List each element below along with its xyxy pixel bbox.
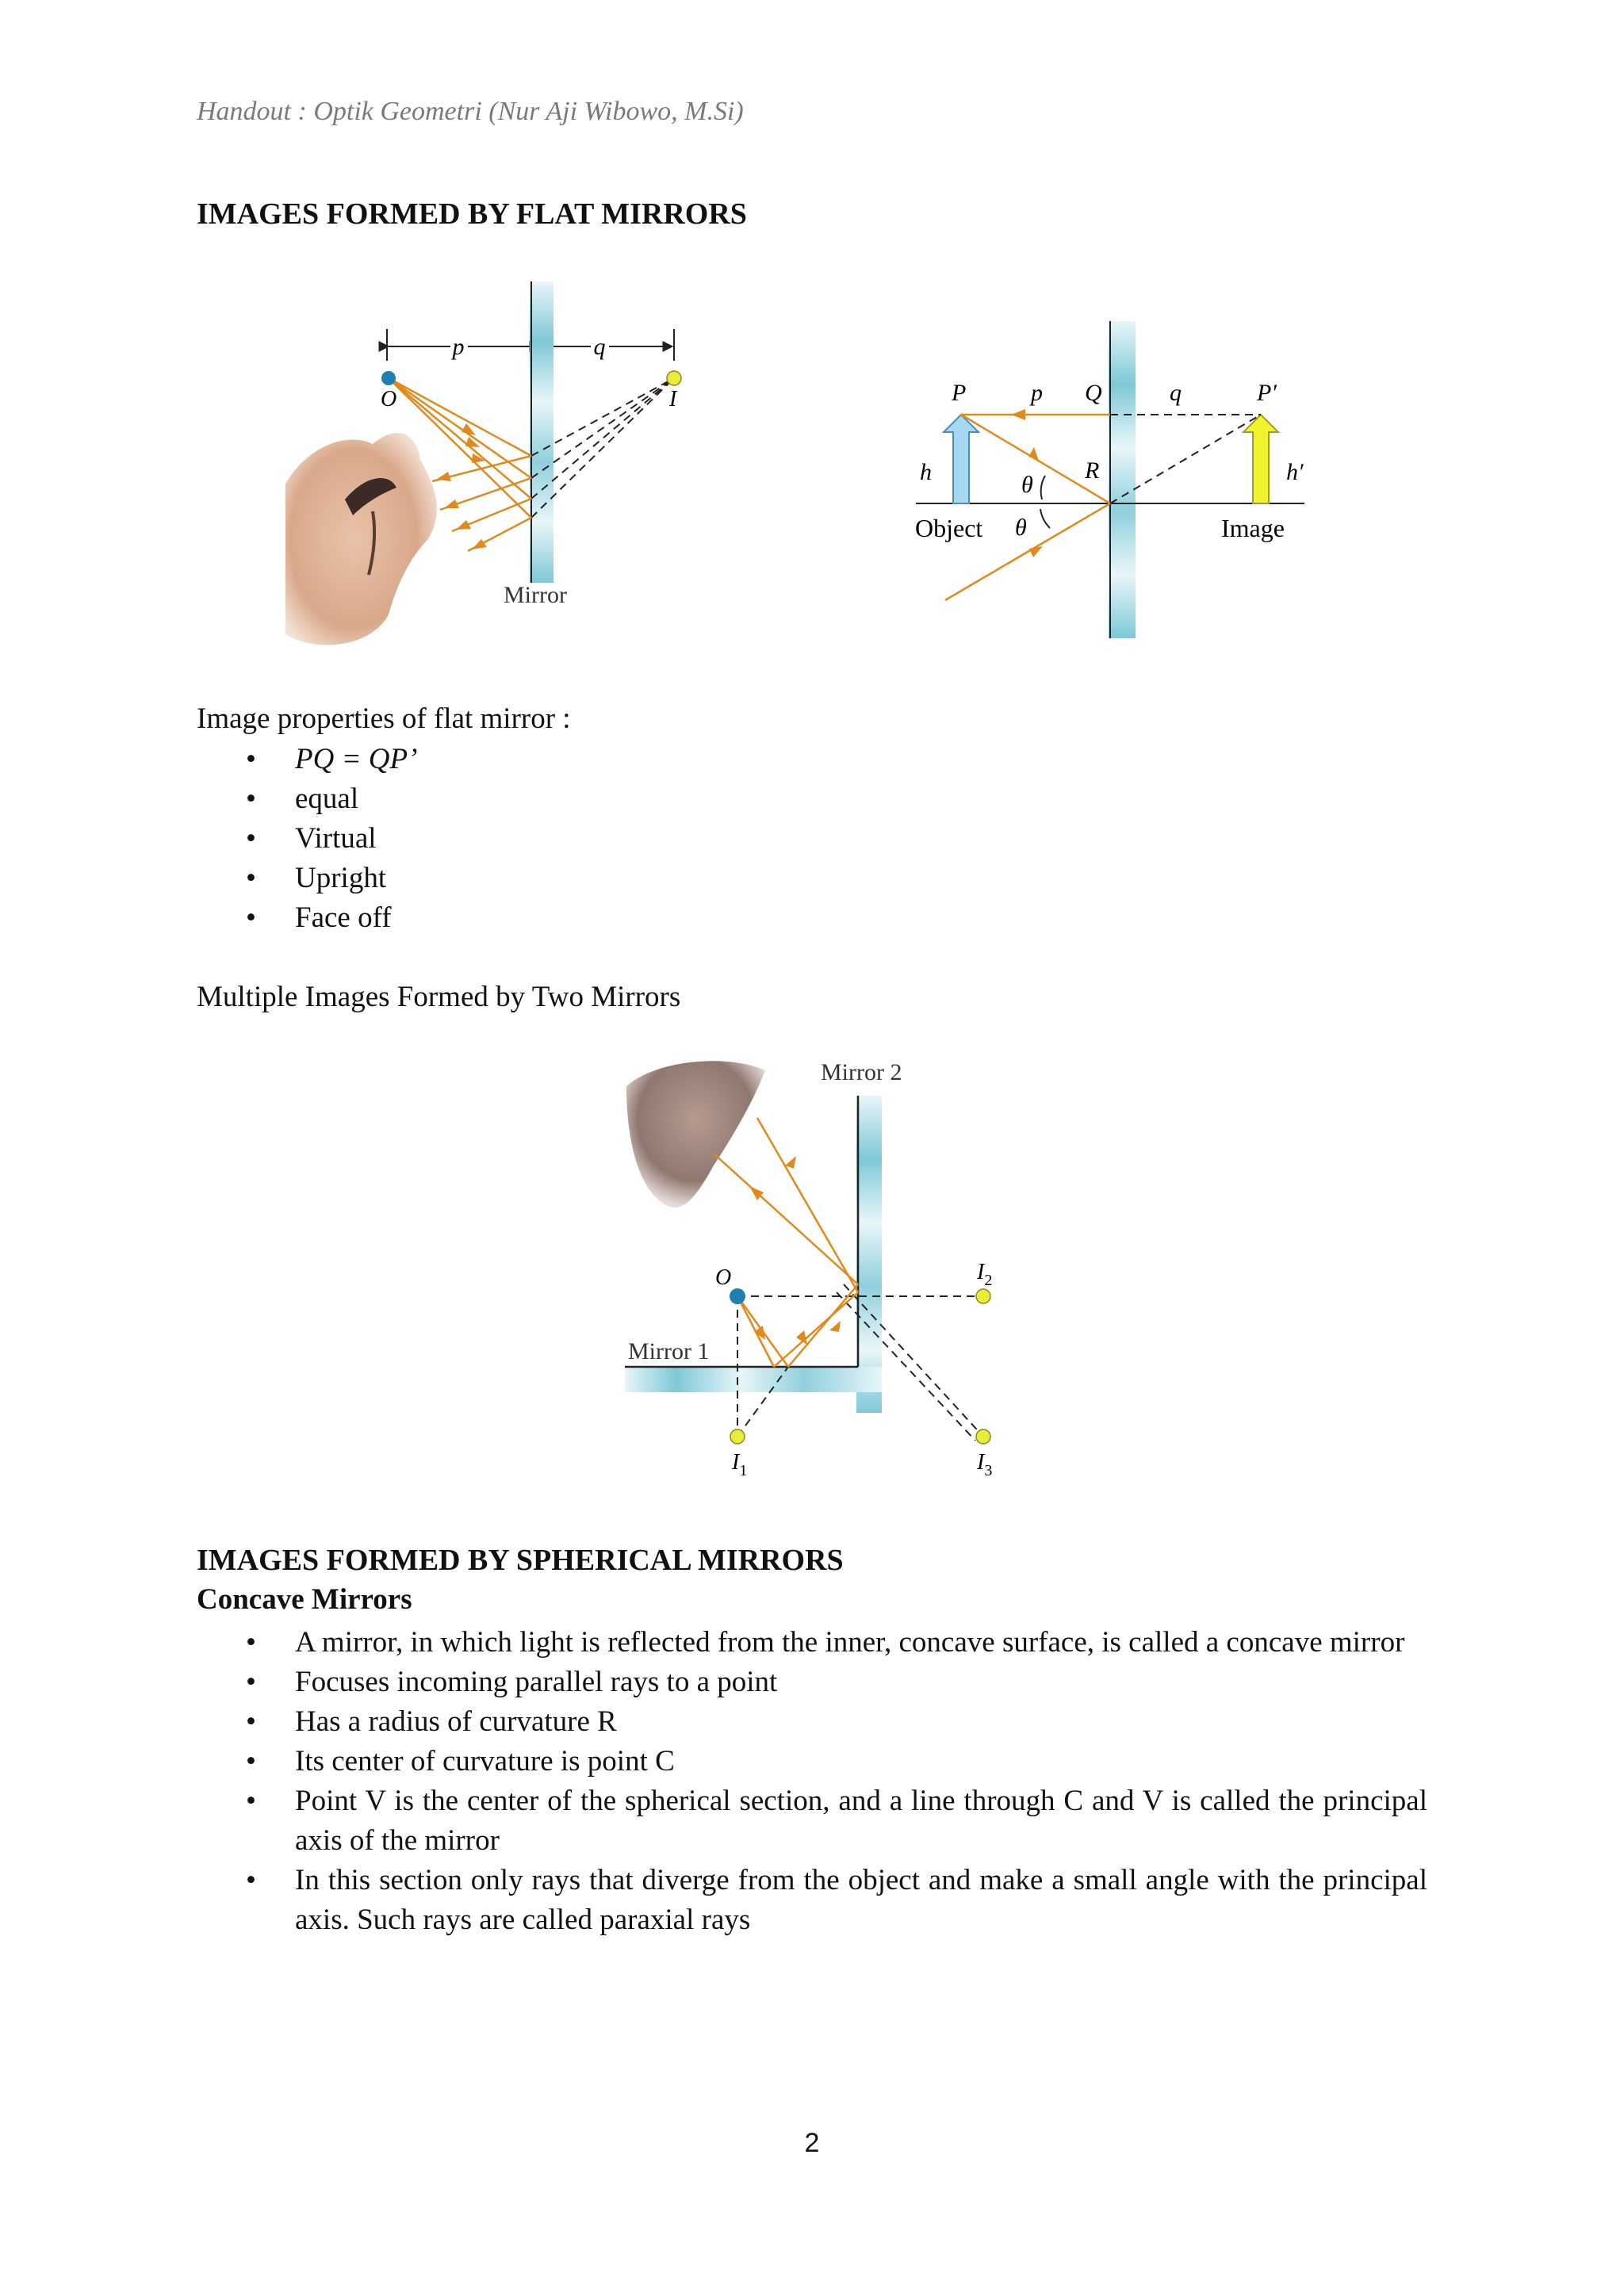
bullet-icon: • xyxy=(246,822,256,855)
bullet-icon: • xyxy=(246,862,256,894)
label-mirror: Mirror xyxy=(504,582,567,608)
figure-two-mirrors xyxy=(619,1054,1031,1490)
label-P: P xyxy=(952,380,967,406)
label-I2: $I_2$ xyxy=(977,1260,993,1289)
mirror-2 xyxy=(856,1096,882,1413)
list-item: • Focuses incoming parallel rays to a point xyxy=(246,1663,1427,1702)
image-point-I3 xyxy=(976,1429,990,1444)
label-object: Object xyxy=(915,514,983,542)
label-image: Image xyxy=(1221,514,1285,542)
image-point-I1 xyxy=(730,1429,745,1444)
list-item: • Virtual xyxy=(246,819,1427,859)
list-item: • Upright xyxy=(246,859,1427,898)
section-title-flat-mirrors: IMAGES FORMED BY FLAT MIRRORS xyxy=(197,197,747,231)
list-item: • A mirror, in which light is reflected from the inner, concave surface, is called a concave mirror xyxy=(246,1623,1427,1663)
subsection-title-concave: Concave Mirrors xyxy=(197,1583,412,1616)
label-q-2: q xyxy=(1170,380,1182,406)
figure-flat-mirror-ray-diagram xyxy=(904,313,1316,646)
label-theta-bottom: θ xyxy=(1015,515,1027,541)
list-item: • In this section only rays that diverge from the object and make a small angle with the principal axis. Such rays are called paraxial rays xyxy=(246,1861,1427,1940)
list-item: • PQ = QP’ xyxy=(246,740,1427,779)
flat-mirror xyxy=(530,281,553,583)
image-point-I2 xyxy=(976,1289,990,1303)
concave-list xyxy=(246,1623,1427,1940)
image-arrow xyxy=(1243,415,1278,503)
label-h-prime: h′ xyxy=(1286,459,1304,485)
observer-drawing xyxy=(626,1061,765,1207)
list-item: • Has a radius of curvature R xyxy=(246,1702,1427,1742)
label-I: I xyxy=(669,387,677,411)
label-P-prime: P′ xyxy=(1257,380,1277,406)
figure-flat-mirror-eye xyxy=(278,274,706,658)
label-O-2: O xyxy=(715,1265,732,1290)
list-item: • Its center of curvature is point C xyxy=(246,1742,1427,1781)
bullet-icon: • xyxy=(246,1666,256,1698)
label-p-2: p xyxy=(1031,380,1043,406)
bullet-icon: • xyxy=(246,1745,256,1777)
label-I1: $I_1$ xyxy=(732,1450,748,1479)
bullet-icon: • xyxy=(246,1705,256,1738)
flat-mirror-2 xyxy=(1109,321,1136,638)
bullet-icon: • xyxy=(246,743,256,775)
label-mirror-2: Mirror 2 xyxy=(821,1059,902,1085)
label-p: p xyxy=(452,334,465,360)
bullet-icon: • xyxy=(246,1864,256,1896)
bullet-icon: • xyxy=(246,901,256,934)
list-item: • Point V is the center of the spherical section, and a line through C and V is called the principal axis of the mirror xyxy=(246,1781,1427,1861)
mirror-1 xyxy=(625,1367,882,1392)
bullet-icon: • xyxy=(246,1785,256,1817)
label-q: q xyxy=(593,334,606,360)
properties-intro: Image properties of flat mirror : xyxy=(197,702,571,735)
object-point-O xyxy=(381,371,396,385)
label-theta-top: θ xyxy=(1021,472,1033,498)
list-item: • equal xyxy=(246,779,1427,819)
multiple-images-title: Multiple Images Formed by Two Mirrors xyxy=(197,981,681,1013)
image-point-I xyxy=(667,371,681,385)
label-R: R xyxy=(1085,457,1100,484)
label-Q: Q xyxy=(1085,380,1102,406)
object-arrow xyxy=(944,415,979,503)
label-O: O xyxy=(381,387,397,411)
bullet-icon: • xyxy=(246,783,256,815)
label-mirror-1: Mirror 1 xyxy=(628,1338,710,1364)
running-header: Handout : Optik Geometri (Nur Aji Wibowo, M.Si) xyxy=(197,97,744,126)
list-item: • Face off xyxy=(246,898,1427,938)
eye-drawing xyxy=(285,433,437,645)
label-I3: $I_3$ xyxy=(977,1450,993,1479)
object-point-O-2 xyxy=(730,1288,745,1304)
label-h: h xyxy=(920,459,932,485)
section-title-spherical-mirrors: IMAGES FORMED BY SPHERICAL MIRRORS xyxy=(197,1544,844,1577)
properties-list xyxy=(246,740,1427,938)
page-number: 2 xyxy=(804,2128,820,2158)
bullet-icon: • xyxy=(246,1626,256,1659)
